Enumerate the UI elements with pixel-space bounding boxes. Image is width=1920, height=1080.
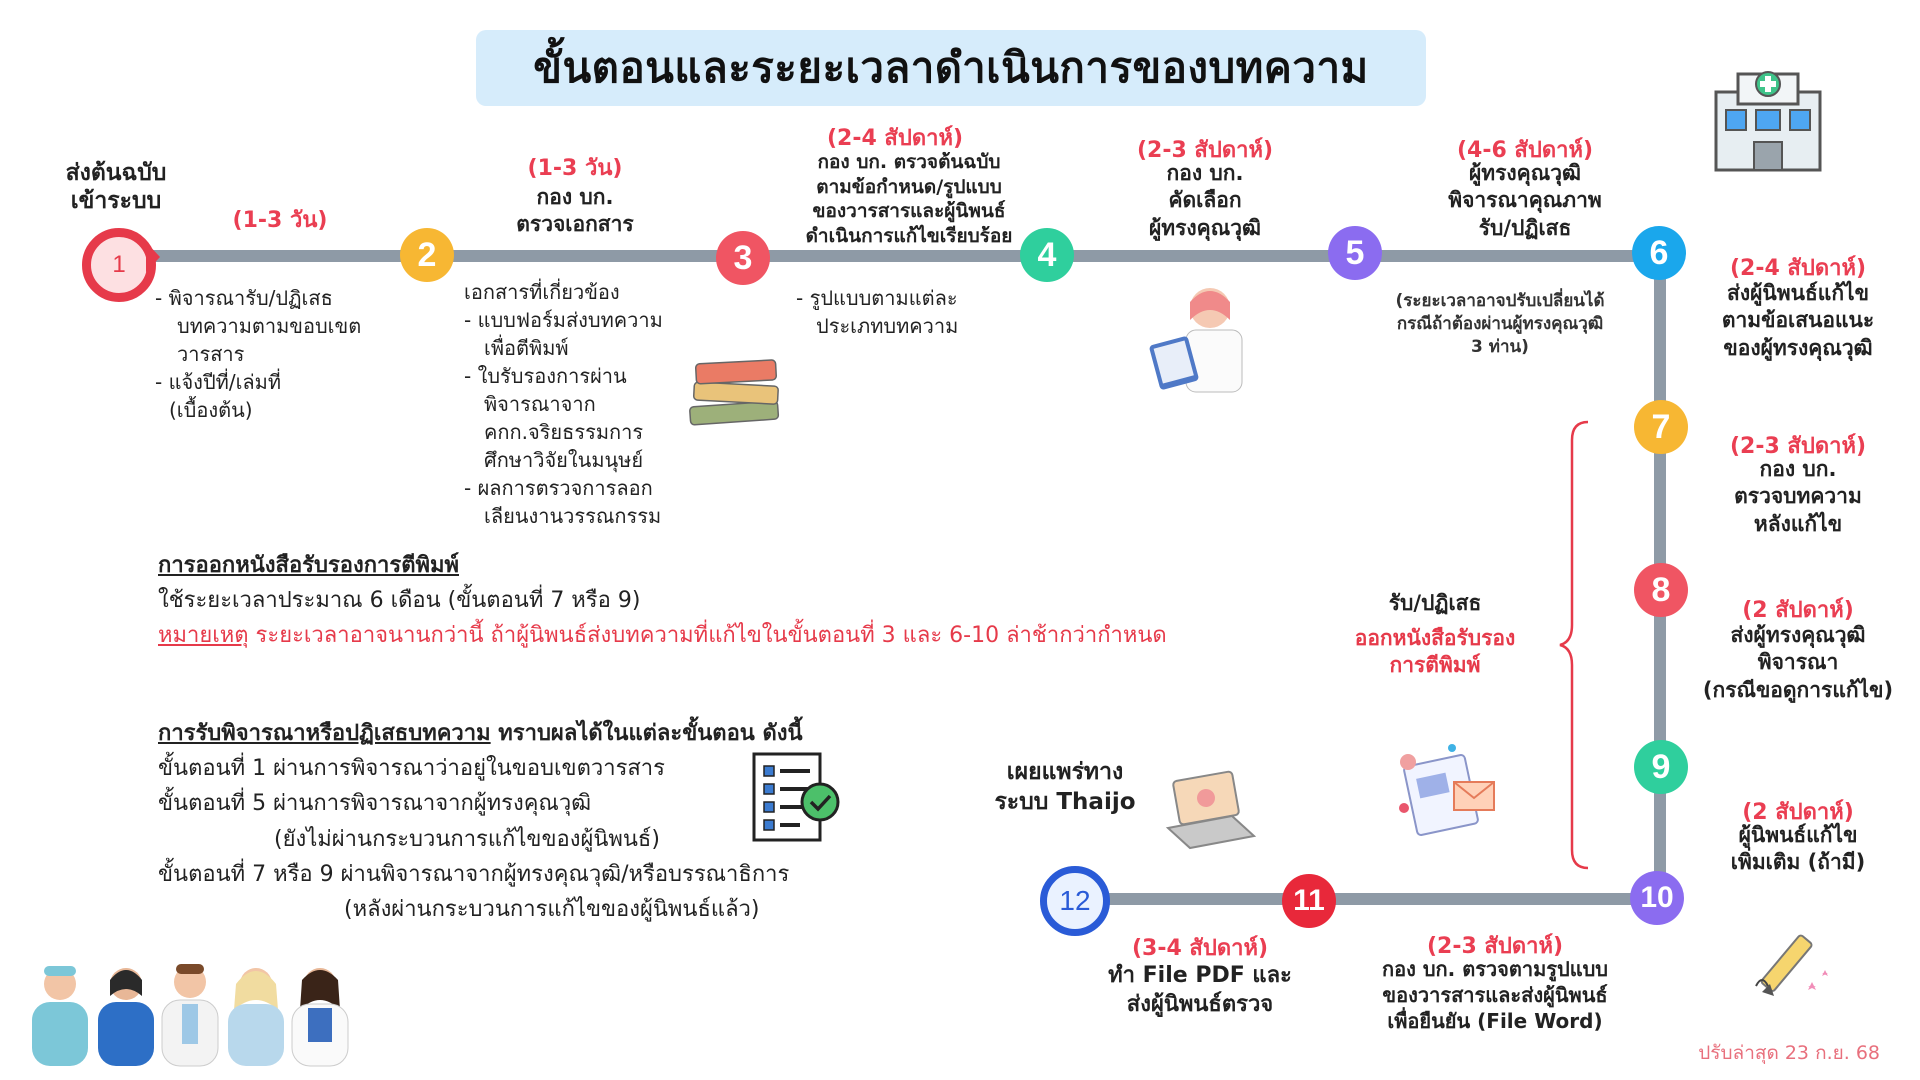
track-top bbox=[110, 250, 1660, 262]
hospital-icon bbox=[1708, 62, 1828, 172]
certificate-heading: การออกหนังสือรับรองการตีพิมพ์ bbox=[158, 553, 459, 578]
acceptance-heading: การรับพิจารณาหรือปฏิเสธบทความ bbox=[158, 721, 491, 746]
step-12-duration: (3-4 สัปดาห์) bbox=[1131, 936, 1269, 961]
last-updated: ปรับล่าสุด 23 ก.ย. 68 bbox=[1698, 1042, 1880, 1064]
doctor-clipboard-icon bbox=[1148, 280, 1258, 400]
step-6-label: ผู้ทรงคุณวุฒิ พิจารณาคุณภาพ รับ/ปฏิเสธ bbox=[1448, 161, 1602, 240]
step-10-duration: (2 สัปดาห์) bbox=[1742, 800, 1854, 825]
step-node-7: 7 bbox=[1634, 400, 1688, 454]
step-6-duration: (4-6 สัปดาห์) bbox=[1456, 138, 1594, 163]
step-8-label: กอง บก. ตรวจบทความ หลังแก้ไข bbox=[1734, 457, 1862, 536]
certificate-block bbox=[158, 548, 1258, 654]
step-1-bullets: - พิจารณารับ/ปฏิเสธ บทความตามขอบเขต วารสาร - แจ้งปีที่/เล่มที่ (เบื้องต้น) bbox=[155, 286, 362, 422]
step-5-note: (ระยะเวลาอาจปรับเปลี่ยนได้ กรณีถ้าต้องผ่านผู้ทรงคุณวุฒิ 3 ท่าน) bbox=[1395, 291, 1605, 357]
step-3-duration: (1-3 วัน) bbox=[527, 156, 623, 181]
step-node-1: 1 bbox=[82, 228, 156, 302]
step-3-label: กอง บก. ตรวจเอกสาร bbox=[516, 185, 634, 237]
step-node-4: 4 bbox=[1020, 228, 1074, 282]
step-5-label: กอง บก. คัดเลือก ผู้ทรงคุณวุฒิ bbox=[1149, 161, 1261, 240]
certificate-note: หมายเหตุ ระยะเวลาอาจนานกว่านี้ ถ้าผู้นิพนธ์ส่งบทความที่แก้ไขในขั้นตอนที่ 3 และ 6-10 ล่าช้ากว่ากำหนด bbox=[158, 623, 1167, 649]
step-7-duration: (2-4 สัปดาห์) bbox=[1729, 256, 1867, 281]
step-11-duration: (2-3 สัปดาห์) bbox=[1426, 934, 1564, 959]
publish-label: เผยแพร่ทาง ระบบ Thaijo bbox=[994, 759, 1136, 815]
step-12-label: ทำ File PDF และ ส่งผู้นิพนธ์ตรวจ bbox=[1108, 963, 1292, 1017]
medical-staff-icon bbox=[26, 960, 356, 1070]
step-3-bullets: - รูปแบบตามแต่ละ ประเภทบทความ bbox=[796, 286, 959, 338]
step-8-duration: (2-3 สัปดาห์) bbox=[1729, 434, 1867, 459]
step-node-2: 2 bbox=[400, 228, 454, 282]
step-node-11: 11 bbox=[1282, 874, 1336, 928]
step-node-8: 8 bbox=[1634, 563, 1688, 617]
step-10-label: ผู้นิพนธ์แก้ไข เพิ่มเติม (ถ้ามี) bbox=[1730, 823, 1866, 875]
email-documents-icon bbox=[1390, 734, 1500, 844]
step-node-3: 3 bbox=[716, 231, 770, 285]
bracket-label-1: รับ/ปฏิเสธ bbox=[1388, 591, 1482, 615]
books-icon bbox=[684, 352, 784, 432]
acceptance-block: การรับพิจารณาหรือปฏิเสธบทความ ทราบผลได้ในแต่ละขั้นตอน ดังนี้ ขั้นตอนที่ 1 ผ่านการพิจารณาว่าอยู่ในขอบเขตวารสาร ขั้นตอนที่ 5 ผ่านการพิจารณาจากผู้ทรงคุณวุฒิ (ยังไม่ผ่านกระบวนการแก้ไขของผู้นิพนธ์) ขั้นตอนที่ 7 หรือ 9 ผ่านพิจารณาจากผู้ทรงคุณวุฒิ/หรือบรรณาธิการ (หลังผ่านกระบวนการแก้ไขของผู้นิพนธ์แล้ว) bbox=[158, 721, 803, 922]
step-9-duration: (2 สัปดาห์) bbox=[1742, 598, 1854, 623]
certificate-line1: ใช้ระยะเวลาประมาณ 6 เดือน (ขั้นตอนที่ 7 หรือ 9) bbox=[158, 588, 641, 614]
step-2-bullets: เอกสารที่เกี่ยวข้อง - แบบฟอร์มส่งบทความ เพื่อตีพิมพ์ - ใบรับรองการผ่าน พิจารณาจาก คกก.จริยธรรมการ ศึกษาวิจัยในมนุษย์ - ผลการตรวจการลอก เลียนงานวรรณกรรม bbox=[464, 280, 663, 528]
step-4-duration: (2-4 สัปดาห์) bbox=[826, 126, 964, 151]
step-5-duration: (2-3 สัปดาห์) bbox=[1136, 138, 1274, 163]
step-7-label: ส่งผู้นิพนธ์แก้ไข ตามข้อเสนอแนะ ของผู้ทรงคุณวุฒิ bbox=[1721, 281, 1875, 360]
checklist-icon bbox=[752, 752, 842, 844]
laptop-icon bbox=[1166, 770, 1256, 850]
step-node-6: 6 bbox=[1632, 226, 1686, 280]
step-9-label: ส่งผู้ทรงคุณวุฒิ พิจารณา (กรณีขอดูการแก้ไข) bbox=[1702, 623, 1894, 702]
pencil-icon bbox=[1748, 924, 1838, 1014]
step-11-label: กอง บก. ตรวจตามรูปแบบ ของวารสารและส่งผู้นิพนธ์ เพื่อยืนยัน (File Word) bbox=[1381, 957, 1608, 1033]
step-1-label: ส่งต้นฉบับ เข้าระบบ bbox=[65, 160, 167, 214]
step-node-12: 12 bbox=[1040, 866, 1110, 936]
step-node-10: 10 bbox=[1630, 871, 1684, 925]
step-node-9: 9 bbox=[1634, 740, 1688, 794]
step-node-5: 5 bbox=[1328, 226, 1382, 280]
bracket-shape bbox=[1560, 420, 1600, 870]
step-4-label: กอง บก. ตรวจต้นฉบับ ตามข้อกำหนด/รูปแบบ ของวารสารและผู้นิพนธ์ ดำเนินการแก้ไขเรียบร้อย bbox=[805, 151, 1013, 248]
track-bottom bbox=[1072, 893, 1666, 905]
step-2-duration: (1-3 วัน) bbox=[232, 208, 328, 233]
bracket-label-2: ออกหนังสือรับรอง การตีพิมพ์ bbox=[1354, 626, 1516, 678]
page-title: ขั้นตอนและระยะเวลาดำเนินการของบทความ bbox=[533, 43, 1369, 92]
title-banner bbox=[476, 30, 1426, 106]
node-1-pointer bbox=[146, 242, 166, 272]
